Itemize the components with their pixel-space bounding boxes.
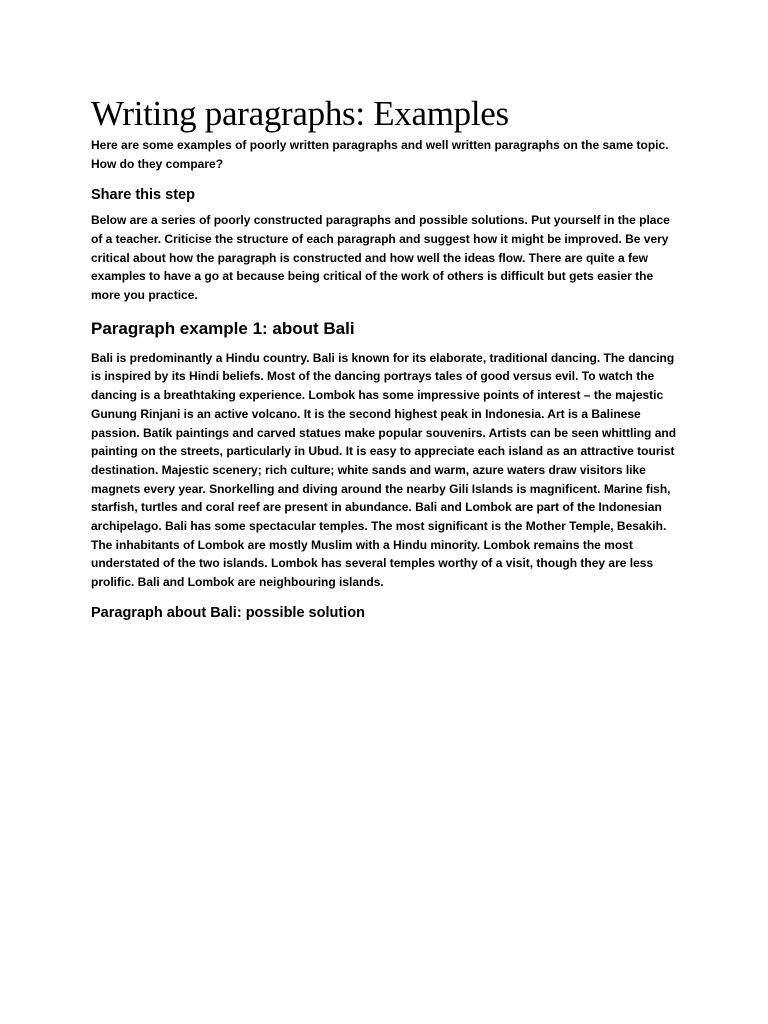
example-line: destination. Majestic scenery; rich culture; white sands and warm, azure waters draw visitors like — [91, 462, 646, 477]
instructions-paragraph — [91, 211, 681, 305]
solution-heading: Paragraph about Bali: possible solution — [91, 604, 365, 621]
example-line: is inspired by its Hindi beliefs. Most of the dancing portrays tales of good versus evil. To watch the — [91, 369, 655, 384]
example-line: painting on the streets, particularly in Ubud. It is easy to appreciate each island as an attractive tourist — [91, 444, 675, 459]
example-line: magnets every year. Snorkelling and diving around the nearby Gili Islands is magnificent. Marine fish, — [91, 481, 671, 496]
instructions-line: more you practice. — [91, 288, 198, 302]
page-title: Writing paragraphs: Examples — [91, 94, 509, 133]
instructions-line: examples to have a go at because being critical of the work of others is difficult but gets easier the — [91, 269, 654, 284]
example-heading: Paragraph example 1: about Bali — [91, 318, 355, 338]
example-line: dancing is a breathtaking experience. Lombok has some impressive points of interest – the majestic — [91, 388, 664, 403]
share-step-heading: Share this step — [91, 187, 195, 204]
instructions-line: of a teacher. Criticise the structure of each paragraph and suggest how it might be improved. Be very — [91, 231, 669, 246]
document-content — [91, 92, 681, 621]
example-line: Gunung Rinjani is an active volcano. It is the second highest peak in Indonesia. Art is a Balinese — [91, 406, 641, 421]
example-line: prolific. Bali and Lombok are neighbouring islands. — [91, 575, 384, 590]
example-line: passion. Batik paintings and carved statues make popular souvenirs. Artists can be seen whittling and — [91, 425, 677, 440]
example-line: understated of the two islands. Lombok has several temples worthy of a visit, though they are less — [91, 556, 654, 571]
example-line: The inhabitants of Lombok are mostly Muslim with a Hindu minority. Lombok remains the most — [91, 537, 633, 552]
example-line: archipelago. Bali has some spectacular temples. The most significant is the Mother Temple, Besakih. — [91, 519, 667, 534]
instructions-line: Below are a series of poorly constructed paragraphs and possible solutions. Put yourself in the place — [91, 213, 670, 228]
intro-line: How do they compare? — [91, 156, 224, 171]
example-paragraph — [91, 349, 681, 592]
instructions-line: critical about how the paragraph is constructed and how well the ideas flow. There are quite a few — [91, 250, 648, 265]
example-line: Bali is predominantly a Hindu country. Bali is known for its elaborate, traditional dancing. The dancing — [91, 350, 675, 365]
example-line: starfish, turtles and coral reef are present in abundance. Bali and Lombok are part of the Indonesian — [91, 500, 662, 515]
intro-paragraph — [91, 136, 681, 173]
intro-line: Here are some examples of poorly written paragraphs and well written paragraphs on the same topic. — [91, 138, 669, 152]
